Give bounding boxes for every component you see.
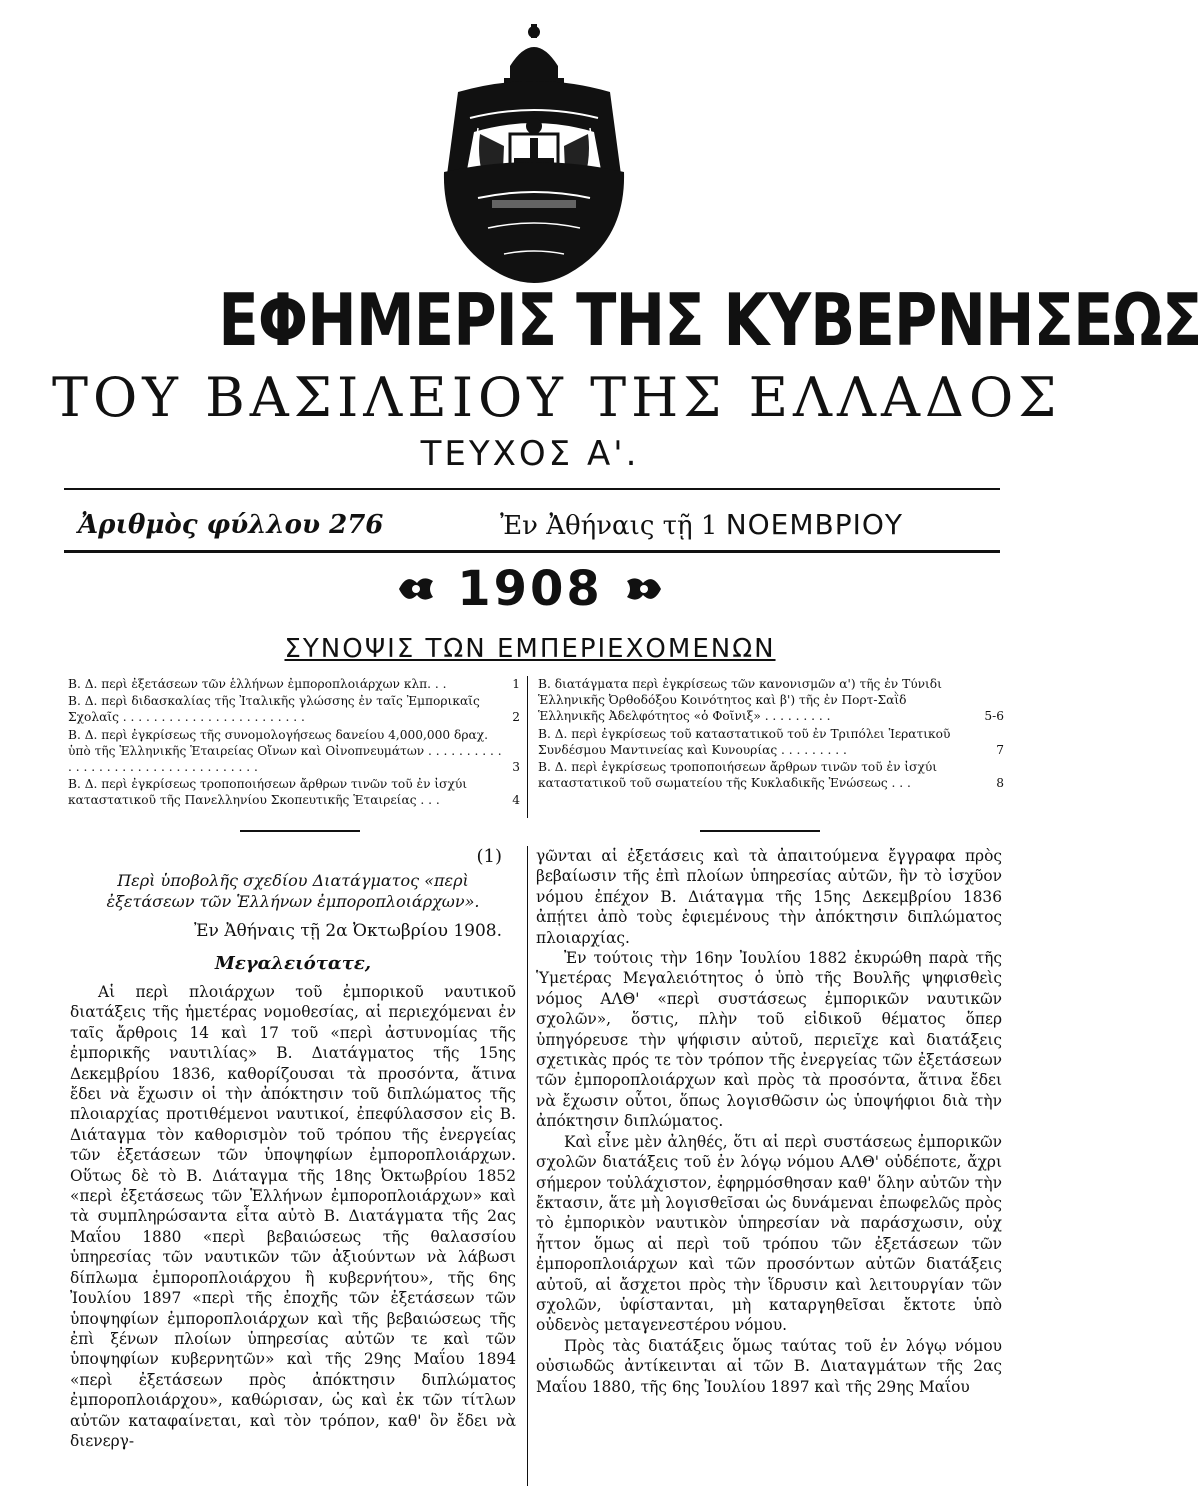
decree-paragraph: Ἐν τούτοις τὴν 16ην Ἰουλίου 1882 ἐκυρώθη παρὰ τῆς Ὑμετέρας Μεγαλειότητος ὁ ὑπὸ τῆς Βουλῆς ψηφισθεὶς νόμος ΑΛΘ' «περὶ συστάσεως ἐμπορικῶν ναυτικῶν σχολῶν», ὅστις, πλὴν τοῦ εἰδικοῦ θέματος ὅπερ ὑπηγόρευσε τὴν ψήφισιν αὐτοῦ, περιεῖχε καὶ διατάξεις σχετικὰς πρός τε τὸν τρόπον τῆς ἐνεργείας τῶν ἐξετάσεων τῶν ἐμποροπλοιάρχων καὶ πρὸς τὰ προσόντα, ἅτινα ἔδει νὰ ἔχωσιν οὗτοι, ὅπως λογισθῶσιν ὡς ὑποψήφιοι διὰ τὴν ἀπόκτησιν διπλώματος. bbox=[536, 949, 1002, 1131]
contents-left-column bbox=[68, 676, 520, 810]
contents-item bbox=[68, 776, 520, 808]
decree-paragraph: Πρὸς τὰς διατάξεις ὅμως ταύτας τοῦ ἐν λόγῳ νόμου οὐσιωδῶς ἀντίκεινται αἱ τῶν Β. Διαταγμάτων τῆς 2ας Μαΐου 1880, τῆς 6ης Ἰουλίου 1897 καὶ τῆς 29ης Μαΐου bbox=[536, 1336, 1002, 1396]
contents-item bbox=[68, 727, 520, 776]
body-divider bbox=[527, 846, 528, 1486]
contents-item bbox=[538, 759, 1004, 791]
royal-coat-of-arms bbox=[418, 22, 650, 298]
decree-paragraph: Αἱ περὶ πλοιάρχων τοῦ ἐμπορικοῦ ναυτικοῦ διατάξεις τῆς ἡμετέρας νομοθεσίας, αἱ περιεχόμεναι ἐν ταῖς ἄρθροις 14 καὶ 17 τοῦ «περὶ ἀστυνομίας τῆς ἐμπορικῆς ναυτιλίας» Β. Διατάγματος τῆς 15ης Δεκεμβρίου 1836, καθορίζουσαι τὰ προσόντα, ἅτινα ἔδει νὰ ἔχωσιν οἱ τὴν ἀπόκτησιν τοῦ διπλώματος τῆς πλοιαρχίας προτιθέμενοι ναυτικοί, ἐπεφύλασσον εἰς Β. Διάταγμα τὸν καθορισμὸν τοῦ τρόπου τῆς ἐνεργείας τῶν ἐξετάσεων τῶν ὑποψηφίων ἐμποροπλοιάρχων. Οὕτως δὲ τὸ Β. Διάταγμα τῆς 18ης Ὀκτωβρίου 1852 «περὶ ἐξετάσεως τῶν Ἑλλήνων ἐμποροπλοιάρχων» καὶ τὰ συμπληρώσαντα εἶτα αὐτὸ Β. Διατάγματα τῆς 2ας Μαΐου 1880 «περὶ βεβαιώσεως τῆς θαλασσίου ὑπηρεσίας τῶν ναυτικῶν τῶν ἀξιούντων νὰ λάβωσι δίπλωμα ἐμποροπλοιάρχου ἢ κυβερνήτου», τῆς 6ης Ἰουλίου 1897 «περὶ τῆς ἐποχῆς τῶν ἐξετάσεων τῶν ὑποψηφίων ἐμποροπλοιάρχων καὶ τῆς βεβαιώσεως τῆς ἐπὶ ξένων πλοίων ὑπηρεσίας αὐτῶν τε καὶ τῶν ὑποψηφίων κυβερνητῶν» καὶ τῆς 29ης Μαΐου 1894 «περὶ ἐξετάσεων πρὸς ἀπόκτησιν διπλώματος ἐμποροπλοιάρχου», καθώρισαν, ὡς καὶ ἐκ τῶν τίτλων αὐτῶν καταφαίνεται, καὶ τὸν τρόπον, καθ' ὃν ἔδει νὰ διενεργ- bbox=[70, 983, 516, 1450]
contents-item-page: 7 bbox=[996, 742, 1004, 757]
decree-dateline: Ἐν Ἀθήναις τῇ 2α Ὀκτωβρίου 1908. bbox=[194, 921, 502, 941]
floral-ornament-icon bbox=[621, 569, 667, 609]
contents-item bbox=[68, 676, 520, 692]
contents-item-text: Β. Δ. περὶ ἐγκρίσεως τροποποιήσεων ἄρθρων τινῶν τοῦ ἐν ἰσχύι καταστατικοῦ τῆς Πανελληνίου Σκοπευτικῆς Ἑταιρείας . . . bbox=[68, 777, 468, 808]
decree-title: Περὶ ὑποβολῆς σχεδίου Διατάγματος «περὶ ἐξετάσεων τῶν Ἑλλήνων ἐμποροπλοιάρχων». bbox=[106, 871, 480, 911]
decree-salutation: Μεγαλειότατε, bbox=[214, 953, 372, 974]
decree-paragraph: γῶνται αἱ ἐξετάσεις καὶ τὰ ἀπαιτούμενα ἔγγραφα πρὸς βεβαίωσιν τῆς ἐπὶ πλοίων ὑπηρεσίας αὐτῶν, ἣν τὸ ἰσχῦον νόμου ἐπέχον Β. Διάταγμα τῆς 15ης Δεκεμβρίου 1836 ἀπῄτει ἀπὸ τοὺς ἐφιεμένους τὴν ἀπόκτησιν διπλώματος πλοιαρχίας. bbox=[536, 847, 1002, 947]
masthead-rule-top bbox=[64, 488, 1000, 490]
issue-date bbox=[500, 505, 903, 545]
decree-left-column bbox=[70, 846, 516, 1451]
contents-title: ΣΥΝΟΨΙΣ ΤΩΝ ΕΜΠΕΡΙΕΧΟΜΕΝΩΝ bbox=[284, 634, 776, 664]
contents-item-text: Β. Δ. περὶ ἐγκρίσεως τροποποιήσεων ἄρθρων τινῶν τοῦ ἐν ἰσχύι καταστατικοῦ τοῦ σωματείου τῆς Κυκλαδικῆς Ἑνώσεως . . . bbox=[538, 760, 938, 791]
floral-ornament-icon bbox=[393, 569, 439, 609]
section-rule bbox=[700, 830, 820, 832]
contents-item-text: Β. Δ. περὶ ἐξετάσεων τῶν ἑλλήνων ἐμποροπλοιάρχων κλπ. . . bbox=[68, 677, 447, 691]
issue-year: 1908 bbox=[457, 561, 603, 617]
gazette-subtitle: ΤΟΥ ΒΑΣΙΛΕΙΟΥ ΤΗΣ ΕΛΛΑΔΟΣ bbox=[52, 366, 1062, 429]
contents-item-page: 1 bbox=[512, 677, 520, 691]
contents-item bbox=[538, 676, 1004, 725]
year-banner bbox=[350, 560, 710, 618]
contents-item bbox=[68, 693, 520, 725]
contents-item-page: 5-6 bbox=[984, 709, 1004, 724]
contents-divider bbox=[527, 676, 528, 818]
contents-item-page: 2 bbox=[512, 710, 520, 725]
sheet-number: Ἀριθμὸς φύλλου 276 bbox=[78, 510, 384, 540]
decree-right-column bbox=[536, 846, 1002, 1397]
gazette-title: ΕΦΗΜΕΡΙΣ ΤΗΣ ΚΥΒΕΡΝΗΣΕΩΣ bbox=[218, 278, 1202, 362]
contents-item-page: 3 bbox=[512, 760, 520, 775]
decree-paragraph: Καὶ εἶνε μὲν ἀληθές, ὅτι αἱ περὶ συστάσεως ἐμπορικῶν σχολῶν διατάξεις τοῦ ἐν λόγῳ νόμου ΑΛΘ' οὐδέποτε, ἄχρι σήμερον τοὐλάχιστον, ἐφηρμόσθησαν καθ' ὅλην αὐτῶν τὴν ἔκτασιν, ἅτε μὴ λογισθεῖσαι ὡς δυνάμεναι ἐπωφελῶς πρὸς τὸ ἐμπορικὸν ναυτικὸν ὑπηρεσίαν νὰ παράσχωσιν, οὐχ ἧττον ὅμως αἱ περὶ τοῦ τρόπου τῶν ἐξετάσεων τῶν ἐμποροπλοιάρχων καὶ τῶν προσόντων αὐτῶν διατάξεις αὐτοῦ, αἱ ἄσχετοι πρὸς τὴν ἵδρυσιν καὶ λειτουργίαν τῶν σχολῶν, ὑφίστανται, μὴ καταργηθεῖσαι ἔκτοτε ὑπὸ οὐδενὸς μεταγενεστέρου νόμου. bbox=[536, 1132, 1002, 1335]
contents-item-text: Β. Δ. περὶ ἐγκρίσεως τοῦ καταστατικοῦ τοῦ ἐν Τριπόλει Ἱερατικοῦ Συνδέσμου Μαντινείας καὶ Κυνουρίας . . . . . . . . . bbox=[538, 726, 951, 757]
contents-item bbox=[538, 726, 1004, 758]
contents-item-page: 4 bbox=[512, 793, 520, 808]
masthead-rule-bottom bbox=[64, 550, 1000, 553]
section-rule bbox=[240, 830, 360, 832]
decree-number: (1) bbox=[476, 846, 502, 867]
contents-item-page: 8 bbox=[996, 776, 1004, 791]
issue-date-prefix: Ἐν Ἀθήναις τῇ 1 bbox=[500, 511, 718, 541]
contents-item-text: Β. διατάγματα περὶ ἐγκρίσεως τῶν κανονισμῶν α') τῆς ἐν Τύνιδι Ἑλληνικῆς Ὀρθοδόξου Κοινότητος καὶ β') τῆς ἐν Πορτ-Σαῒδ Ἑλληνικῆς Ἀδελφότητος «ὁ Φοῖνιξ» . . . . . . . . . bbox=[538, 677, 942, 724]
contents-right-column bbox=[538, 676, 1004, 792]
issue-series: ΤΕΥΧΟΣ Α'. bbox=[420, 434, 640, 474]
issue-date-month: ΝΟΕΜΒΡΙΟΥ bbox=[725, 508, 904, 541]
contents-item-text: Β. Δ. περὶ ἐγκρίσεως τῆς συνομολογήσεως δανείου 4,000,000 δραχ. ὑπὸ τῆς Ἑλληνικῆς Ἑταιρείας Οἴνων καὶ Οἰνοπνευμάτων . . . . . . . . . . . . . . . . . . . . . . . . . . . . . . . . . . . bbox=[68, 727, 502, 775]
contents-item-text: Β. Δ. περὶ διδασκαλίας τῆς Ἰταλικῆς γλώσσης ἐν ταῖς Ἐμπορικαῖς Σχολαῖς . . . . . . . . . . . . . . . . . . . . . . . . bbox=[68, 694, 480, 725]
